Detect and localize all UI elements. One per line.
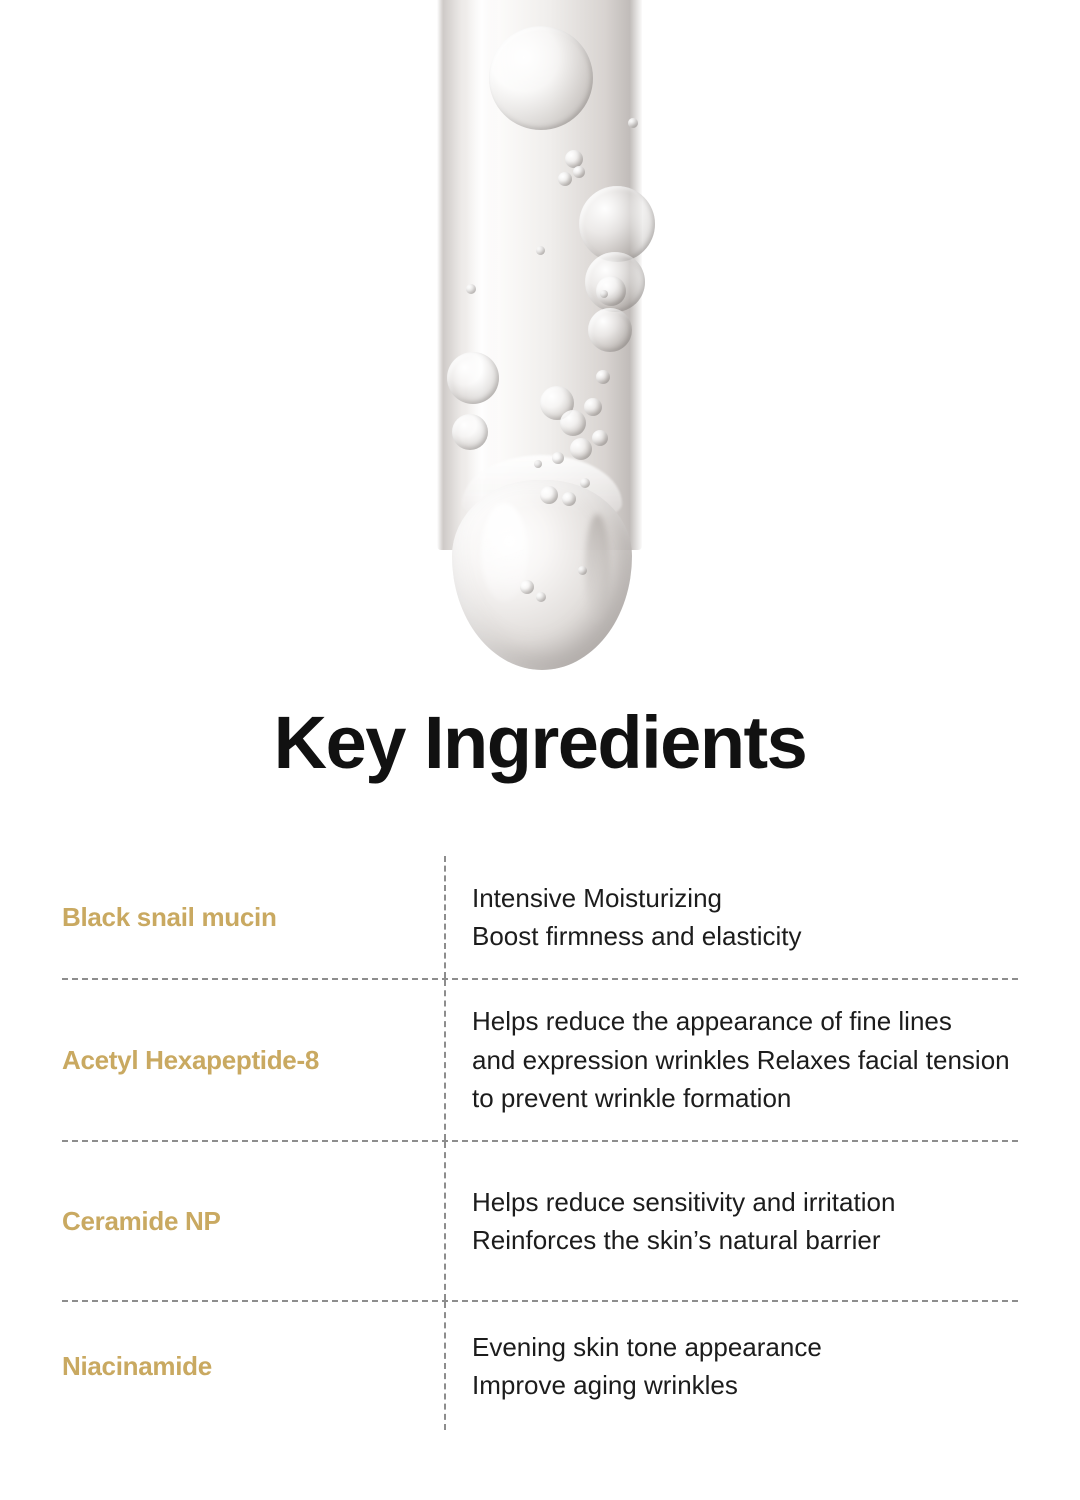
bubble-icon xyxy=(592,430,608,446)
description-line: Evening skin tone appearance xyxy=(472,1331,822,1362)
table-row xyxy=(62,1142,1018,1302)
bubble-icon xyxy=(447,352,499,404)
table-row xyxy=(62,856,1018,980)
serum-droplet-illustration xyxy=(0,0,1080,690)
bubble-icon xyxy=(596,370,610,384)
bubble-icon xyxy=(536,592,546,602)
description-line: Reinforces the skin’s natural barrier xyxy=(472,1225,881,1255)
bubble-icon xyxy=(570,438,592,460)
ingredient-name: Acetyl Hexapeptide-8 xyxy=(62,1044,319,1075)
bubble-icon xyxy=(536,246,545,255)
description-line: Boost firmness and elasticity xyxy=(472,921,802,951)
bubble-icon xyxy=(600,290,608,298)
table-row xyxy=(62,980,1018,1142)
bubble-icon xyxy=(560,410,586,436)
bubble-icon xyxy=(489,26,593,130)
ingredient-description xyxy=(446,1302,1018,1430)
bubble-icon xyxy=(562,492,576,506)
bubble-icon xyxy=(588,308,632,352)
description-line: Helps reduce the appearance of fine lines xyxy=(472,1006,952,1037)
bubble-icon xyxy=(558,172,572,186)
page-title: Key Ingredients xyxy=(273,701,807,784)
ingredient-description xyxy=(446,980,1018,1140)
ingredient-description xyxy=(446,856,1018,978)
bubble-icon xyxy=(452,414,488,450)
description-line: and expression wrinkles Relaxes facial tension xyxy=(472,1044,1010,1075)
ingredient-name: Niacinamide xyxy=(62,1350,212,1381)
ingredients-table xyxy=(62,856,1018,1430)
ingredient-description xyxy=(446,1142,1018,1300)
bubble-icon xyxy=(534,460,542,468)
bubble-icon xyxy=(552,452,564,464)
bubble-icon xyxy=(520,580,534,594)
hero-image xyxy=(0,0,1080,690)
bubble-icon xyxy=(466,284,476,294)
bubble-icon xyxy=(580,478,590,488)
bubble-icon xyxy=(579,186,655,262)
description-line: to prevent wrinkle formation xyxy=(472,1083,792,1114)
bubble-icon xyxy=(584,398,602,416)
serum-droplet-bulb xyxy=(452,480,632,670)
description-line: Improve aging wrinkles xyxy=(472,1370,738,1400)
description-line: Helps reduce sensitivity and irritation xyxy=(472,1186,896,1217)
bubble-icon xyxy=(540,486,558,504)
description-line: Intensive Moisturizing xyxy=(472,882,722,913)
ingredient-name: Ceramide NP xyxy=(62,1205,221,1236)
table-row xyxy=(62,1302,1018,1430)
bubble-icon xyxy=(578,566,587,575)
bubble-icon xyxy=(628,118,638,128)
ingredient-name: Black snail mucin xyxy=(62,901,277,932)
bubble-icon xyxy=(573,166,585,178)
